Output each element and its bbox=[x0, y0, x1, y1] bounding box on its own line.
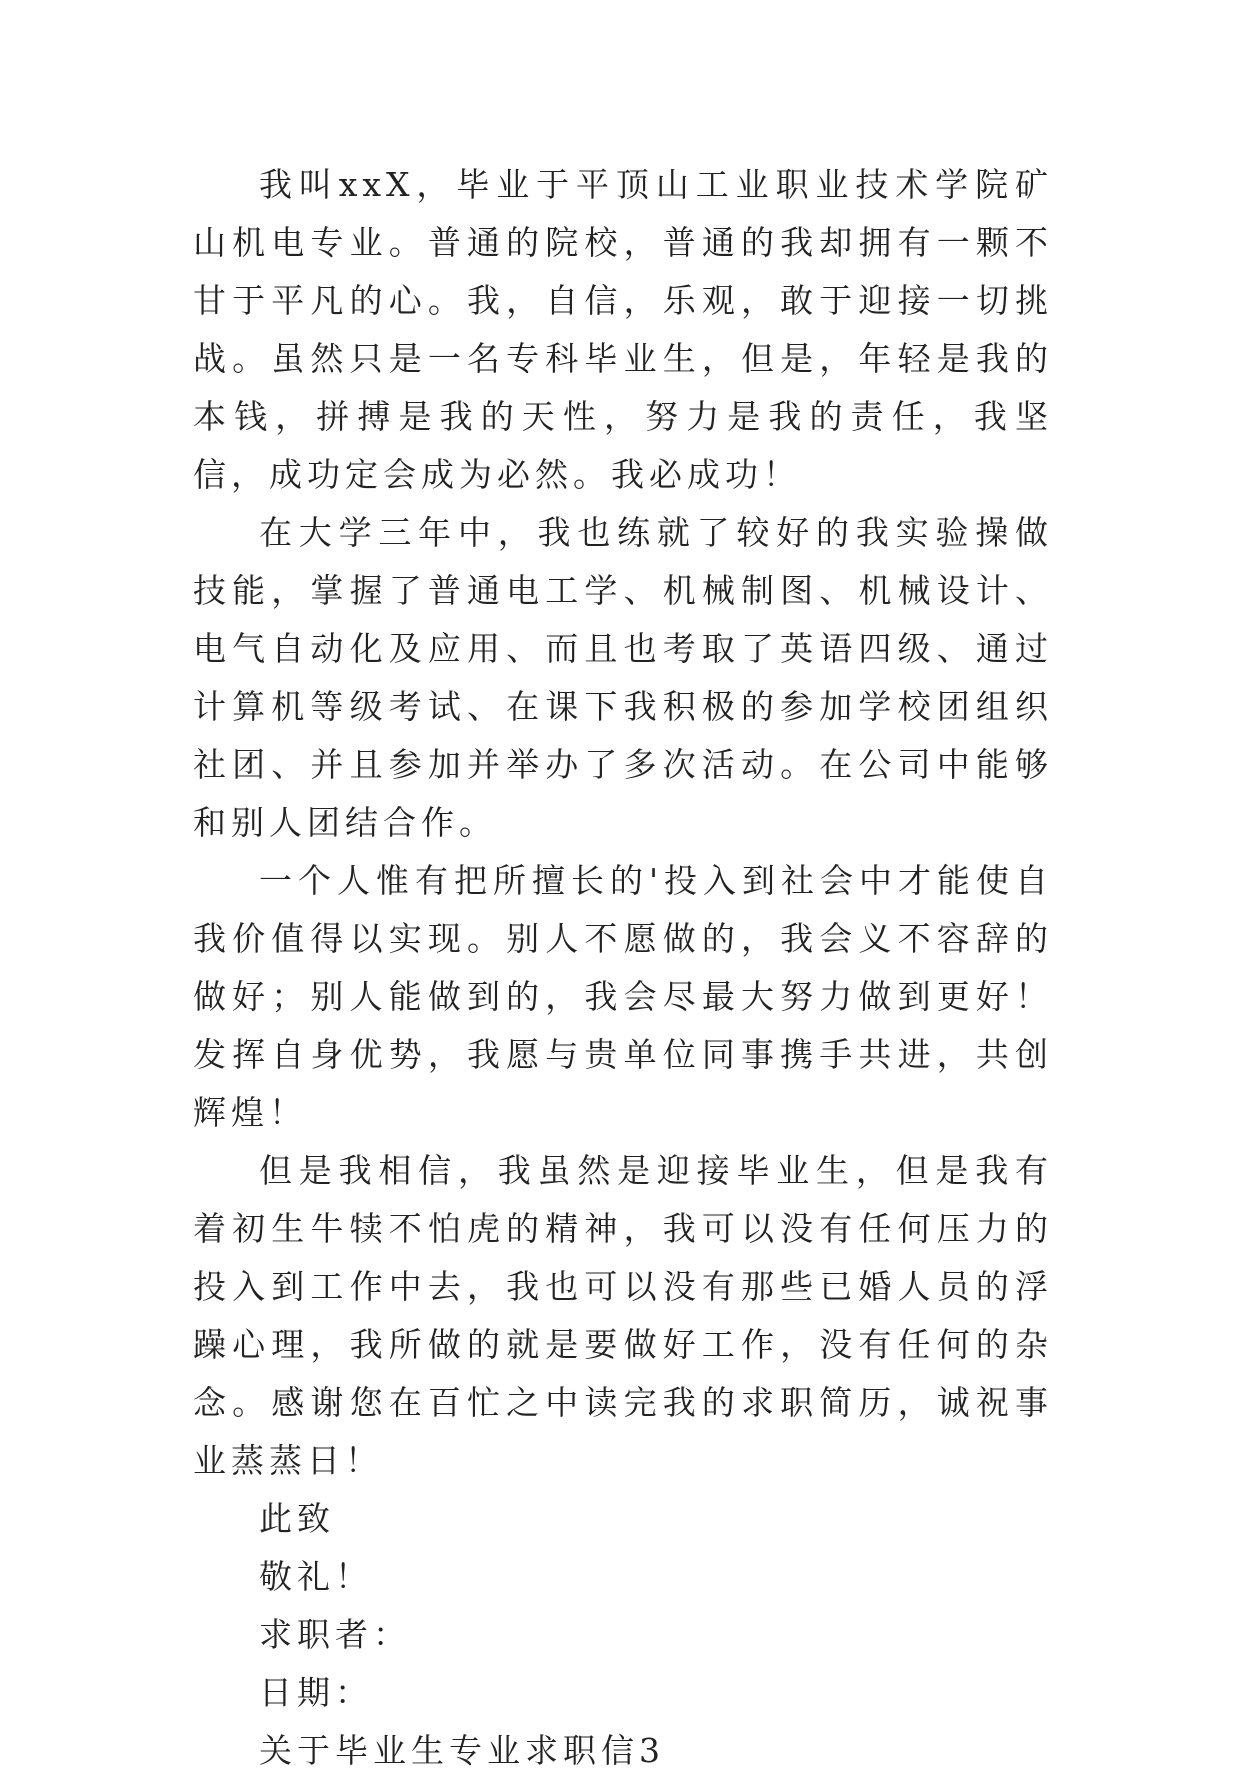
closing-phrase: 此致 bbox=[259, 1499, 335, 1538]
paragraph-values: 一个人惟有把所擅长的'投入到社会中才能使自我价值得以实现。别人不愿做的，我会义不容辞的做好；别人能做到的，我会尽最大努力做到更好！发挥自身优势，我愿与贵单位同事携手共进，共创辉煌！ bbox=[193, 861, 1053, 1132]
date-label: 日期： bbox=[259, 1673, 373, 1712]
paragraph-closing-statement: 但是我相信，我虽然是迎接毕业生，但是我有着初生牛犊不怕虎的精神，我可以没有任何压力的投入到工作中去，我也可以没有那些已婚人员的浮躁心理，我所做的就是要做好工作，没有任何的杂念。感谢您在百忙之中读完我的求职简历，诚祝事业蒸蒸日！ bbox=[193, 1151, 1053, 1480]
paragraph-skills: 在大学三年中，我也练就了较好的我实验操做技能，掌握了普通电工学、机械制图、机械设计、电气自动化及应用、而且也考取了英语四级、通过计算机等级考试、在课下我积极的参加学校团组织社团、并且参加并举办了多次活动。在公司中能够和别人团结合作。 bbox=[193, 513, 1053, 842]
salutation: 敬礼！ bbox=[259, 1557, 373, 1596]
next-section-title: 关于毕业生专业求职信3 bbox=[259, 1731, 665, 1770]
paragraph-introduction: 我叫xxX，毕业于平顶山工业职业技术学院矿山机电专业。普通的院校，普通的我却拥有一颗不甘于平凡的心。我，自信，乐观，敢于迎接一切挑战。虽然只是一名专科毕业生，但是，年轻是我的本钱，拼搏是我的天性，努力是我的责任，我坚信，成功定会成为必然。我必成功！ bbox=[193, 165, 1053, 494]
applicant-label: 求职者： bbox=[259, 1615, 411, 1654]
document-body bbox=[193, 156, 1053, 1780]
